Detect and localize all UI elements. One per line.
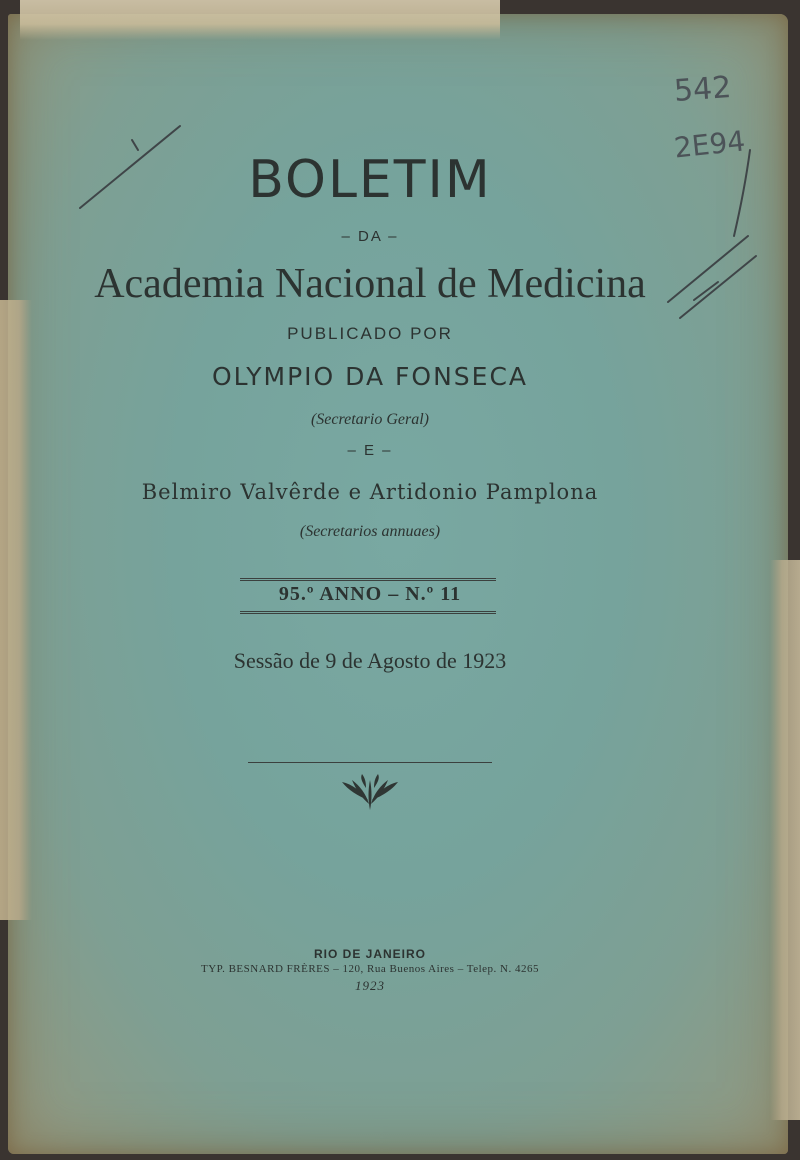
editor-role: (Secretario Geral) <box>310 411 430 428</box>
pencil-shelfmark-line1: 542 <box>672 70 733 109</box>
worn-left-edge <box>0 300 32 920</box>
editor-name: OLYMPIO DA FONSECA <box>211 362 529 391</box>
cover-da: – DA – <box>341 228 399 245</box>
imprint-year: 1923 <box>355 978 385 993</box>
cover-title: BOLETIM <box>248 150 492 210</box>
pencil-shelfmark-line2: 2E94 <box>672 124 747 165</box>
academy-name: Academia Nacional de Medicina <box>94 261 646 307</box>
worn-right-edge <box>770 560 800 1120</box>
torn-top-edge <box>20 0 500 40</box>
fleuron-ornament-icon <box>338 770 402 814</box>
conjunction-e: – E – <box>347 442 393 459</box>
issue-number: 95.º ANNO – N.º 11 <box>278 583 462 605</box>
co-editors-role: (Secretarios annuaes) <box>299 523 441 540</box>
divider-rule <box>248 762 492 763</box>
imprint-printer: TYP. BESNARD FRÈRES – 120, Rua Buenos Aires – Telep. N. 4265 <box>201 963 539 975</box>
co-editors-names: Belmiro Valvêrde e Artidonio Pamplona <box>141 480 599 504</box>
journal-cover <box>8 14 788 1154</box>
session-date: Sessão de 9 de Agosto de 1923 <box>233 648 507 673</box>
imprint-city: RIO DE JANEIRO <box>313 947 426 961</box>
published-by-label: PUBLICADO POR <box>287 324 453 343</box>
